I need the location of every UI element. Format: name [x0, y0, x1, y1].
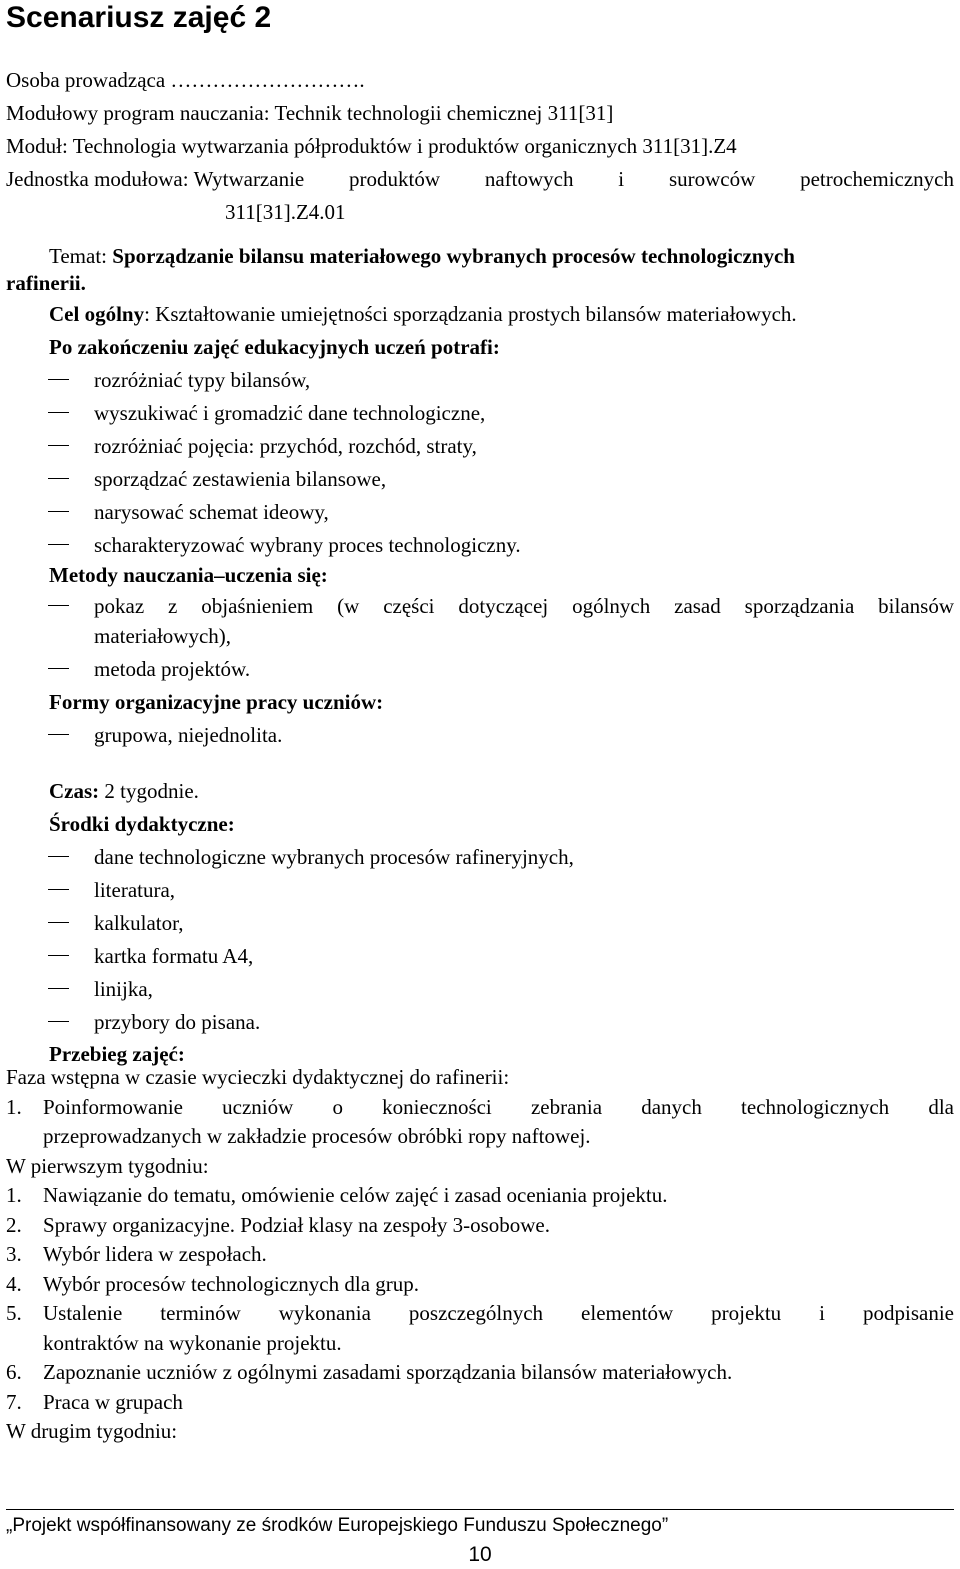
header-block	[6, 64, 954, 229]
item-text: Nawiązanie do tematu, omówienie celów zajęć i zasad oceniania projektu.	[43, 1183, 668, 1207]
item-number: 6.	[6, 1360, 22, 1384]
outcome-item	[6, 496, 954, 529]
dash-bullet	[48, 856, 69, 857]
intro-phase: Faza wstępna w czasie wycieczki dydaktycznej do rafinerii:	[6, 1065, 510, 1089]
week2-label: W drugim tygodniu:	[6, 1419, 178, 1443]
outcome-text: rozróżniać typy bilansów,	[94, 368, 311, 392]
course-heading: Przebieg zajęć:	[49, 1042, 185, 1066]
course-item	[6, 1093, 954, 1123]
item-text: Sprawy organizacyjne. Podział klasy na zespoły 3-osobowe.	[43, 1212, 550, 1237]
module-line: Moduł: Technologia wytwarzania półproduktów i produktów organicznych 311[31].Z4	[6, 134, 737, 158]
aid-text: przybory do pisana.	[94, 1010, 261, 1034]
dash-bullet	[48, 889, 69, 890]
program-line: Modułowy program nauczania: Technik technologii chemicznej 311[31]	[6, 101, 614, 125]
item-text-line1: Ustalenie terminów wykonania poszczególnych elementów projektu i podpisanie	[43, 1301, 954, 1325]
dash-bullet	[48, 605, 69, 606]
time-line	[6, 775, 954, 808]
teacher-line: Osoba prowadząca ……………………….	[6, 68, 365, 92]
dash-bullet	[48, 988, 69, 989]
method-text: metoda projektów.	[94, 657, 251, 681]
item-text: Zapoznanie uczniów z ogólnymi zasadami sporządzania bilansów materiałowych.	[43, 1360, 733, 1384]
outcome-text: scharakteryzować wybrany proces technologiczny.	[94, 533, 521, 557]
course-block	[6, 1063, 954, 1447]
aid-item	[6, 841, 954, 874]
aid-text: dane technologiczne wybranych procesów rafineryjnych,	[94, 845, 574, 869]
course-item	[6, 1388, 954, 1418]
outcomes-heading: Po zakończeniu zajęć edukacyjnych uczeń potrafi:	[49, 335, 500, 359]
unit-line	[6, 163, 954, 196]
aid-item	[6, 874, 954, 907]
course-item	[6, 1299, 954, 1329]
outcome-item	[6, 529, 954, 562]
item-text: Wybór procesów technologicznych dla grup.	[43, 1271, 420, 1296]
topic-text: Sporządzanie bilansu materiałowego wybranych procesów technologicznych	[112, 244, 795, 268]
item-number: 3.	[6, 1242, 22, 1266]
item-number: 7.	[6, 1389, 22, 1414]
outcome-text: rozróżniać pojęcia: przychód, rozchód, straty,	[94, 434, 477, 458]
method-text-line1: pokaz z objaśnieniem (w części dotyczącej ogólnych zasad sporządzania bilansów	[94, 594, 954, 618]
item-number: 5.	[6, 1301, 22, 1325]
page-title: Scenariusz zajęć 2	[6, 1, 272, 34]
time-value: 2 tygodnie.	[99, 779, 199, 803]
dash-bullet	[48, 668, 69, 669]
time-aids-block	[6, 775, 954, 1071]
item-number: 1.	[6, 1094, 22, 1119]
aid-item	[6, 907, 954, 940]
outcome-item	[6, 364, 954, 397]
outcome-item	[6, 397, 954, 430]
outcome-item	[6, 463, 954, 496]
dash-bullet	[48, 379, 69, 380]
week1-label: W pierwszym tygodniu:	[6, 1153, 209, 1178]
aids-heading: Środki dydaktyczne:	[49, 812, 235, 836]
item-number: 1.	[6, 1183, 22, 1207]
course-item	[6, 1358, 954, 1388]
content-block	[6, 298, 954, 752]
aid-item	[6, 940, 954, 973]
item-text-line2: przeprowadzanych w zakładzie procesów obróbki ropy naftowej.	[43, 1124, 591, 1148]
page-number: 10	[468, 1543, 492, 1566]
course-item	[6, 1240, 954, 1270]
dash-bullet	[48, 955, 69, 956]
dash-bullet	[48, 445, 69, 446]
unit-code: 311[31].Z4.01	[225, 200, 346, 224]
dash-bullet	[48, 1021, 69, 1022]
dash-bullet	[48, 412, 69, 413]
dash-bullet	[48, 922, 69, 923]
aid-text: linijka,	[94, 977, 153, 1001]
outcome-text: sporządzać zestawienia bilansowe,	[94, 467, 387, 491]
goal-text: : Kształtowanie umiejętności sporządzania prostych bilansów materiałowych.	[144, 302, 797, 326]
item-text-line1: Poinformowanie uczniów o konieczności zebrania danych technologicznych dla	[43, 1094, 954, 1119]
unit-label: Jednostka modułowa:	[6, 167, 189, 191]
item-text-line2: kontraktów na wykonanie projektu.	[43, 1330, 342, 1355]
dash-bullet	[48, 478, 69, 479]
topic-text-cont: rafinerii.	[6, 271, 86, 295]
aid-item	[6, 973, 954, 1006]
item-text: Wybór lidera w zespołach.	[43, 1242, 267, 1266]
item-text: Praca w grupach	[43, 1389, 183, 1414]
aid-text: kalkulator,	[94, 911, 184, 935]
aid-item	[6, 1006, 954, 1039]
topic-block	[6, 240, 954, 300]
footer-divider	[6, 1509, 954, 1510]
methods-heading: Metody nauczania–uczenia się:	[49, 563, 328, 587]
dash-bullet	[48, 511, 69, 512]
outcome-text: wyszukiwać i gromadzić dane technologiczne,	[94, 401, 486, 425]
dash-bullet	[48, 544, 69, 545]
method-text-line2: materiałowych),	[94, 624, 232, 648]
method-item	[6, 590, 954, 623]
course-item	[6, 1211, 954, 1241]
course-item	[6, 1181, 954, 1211]
form-item	[6, 719, 954, 752]
dash-bullet	[48, 734, 69, 735]
goal-label: Cel ogólny	[49, 302, 145, 326]
topic-label: Temat:	[49, 244, 108, 268]
course-item	[6, 1270, 954, 1300]
method-item	[6, 653, 954, 686]
forms-heading: Formy organizacyjne pracy uczniów:	[49, 690, 384, 714]
aid-text: literatura,	[94, 878, 176, 902]
unit-value: Wytwarzanie produktów naftowych i surowców petrochemicznych	[193, 167, 954, 191]
aid-text: kartka formatu A4,	[94, 944, 254, 968]
outcome-text: narysować schemat ideowy,	[94, 500, 329, 524]
time-label: Czas:	[49, 779, 100, 803]
item-number: 4.	[6, 1271, 22, 1296]
footer-text: „Projekt współfinansowany ze środków Europejskiego Funduszu Społecznego”	[6, 1515, 669, 1536]
goal-line	[6, 298, 954, 331]
item-number: 2.	[6, 1212, 22, 1237]
outcome-item	[6, 430, 954, 463]
form-text: grupowa, niejednolita.	[94, 723, 283, 747]
